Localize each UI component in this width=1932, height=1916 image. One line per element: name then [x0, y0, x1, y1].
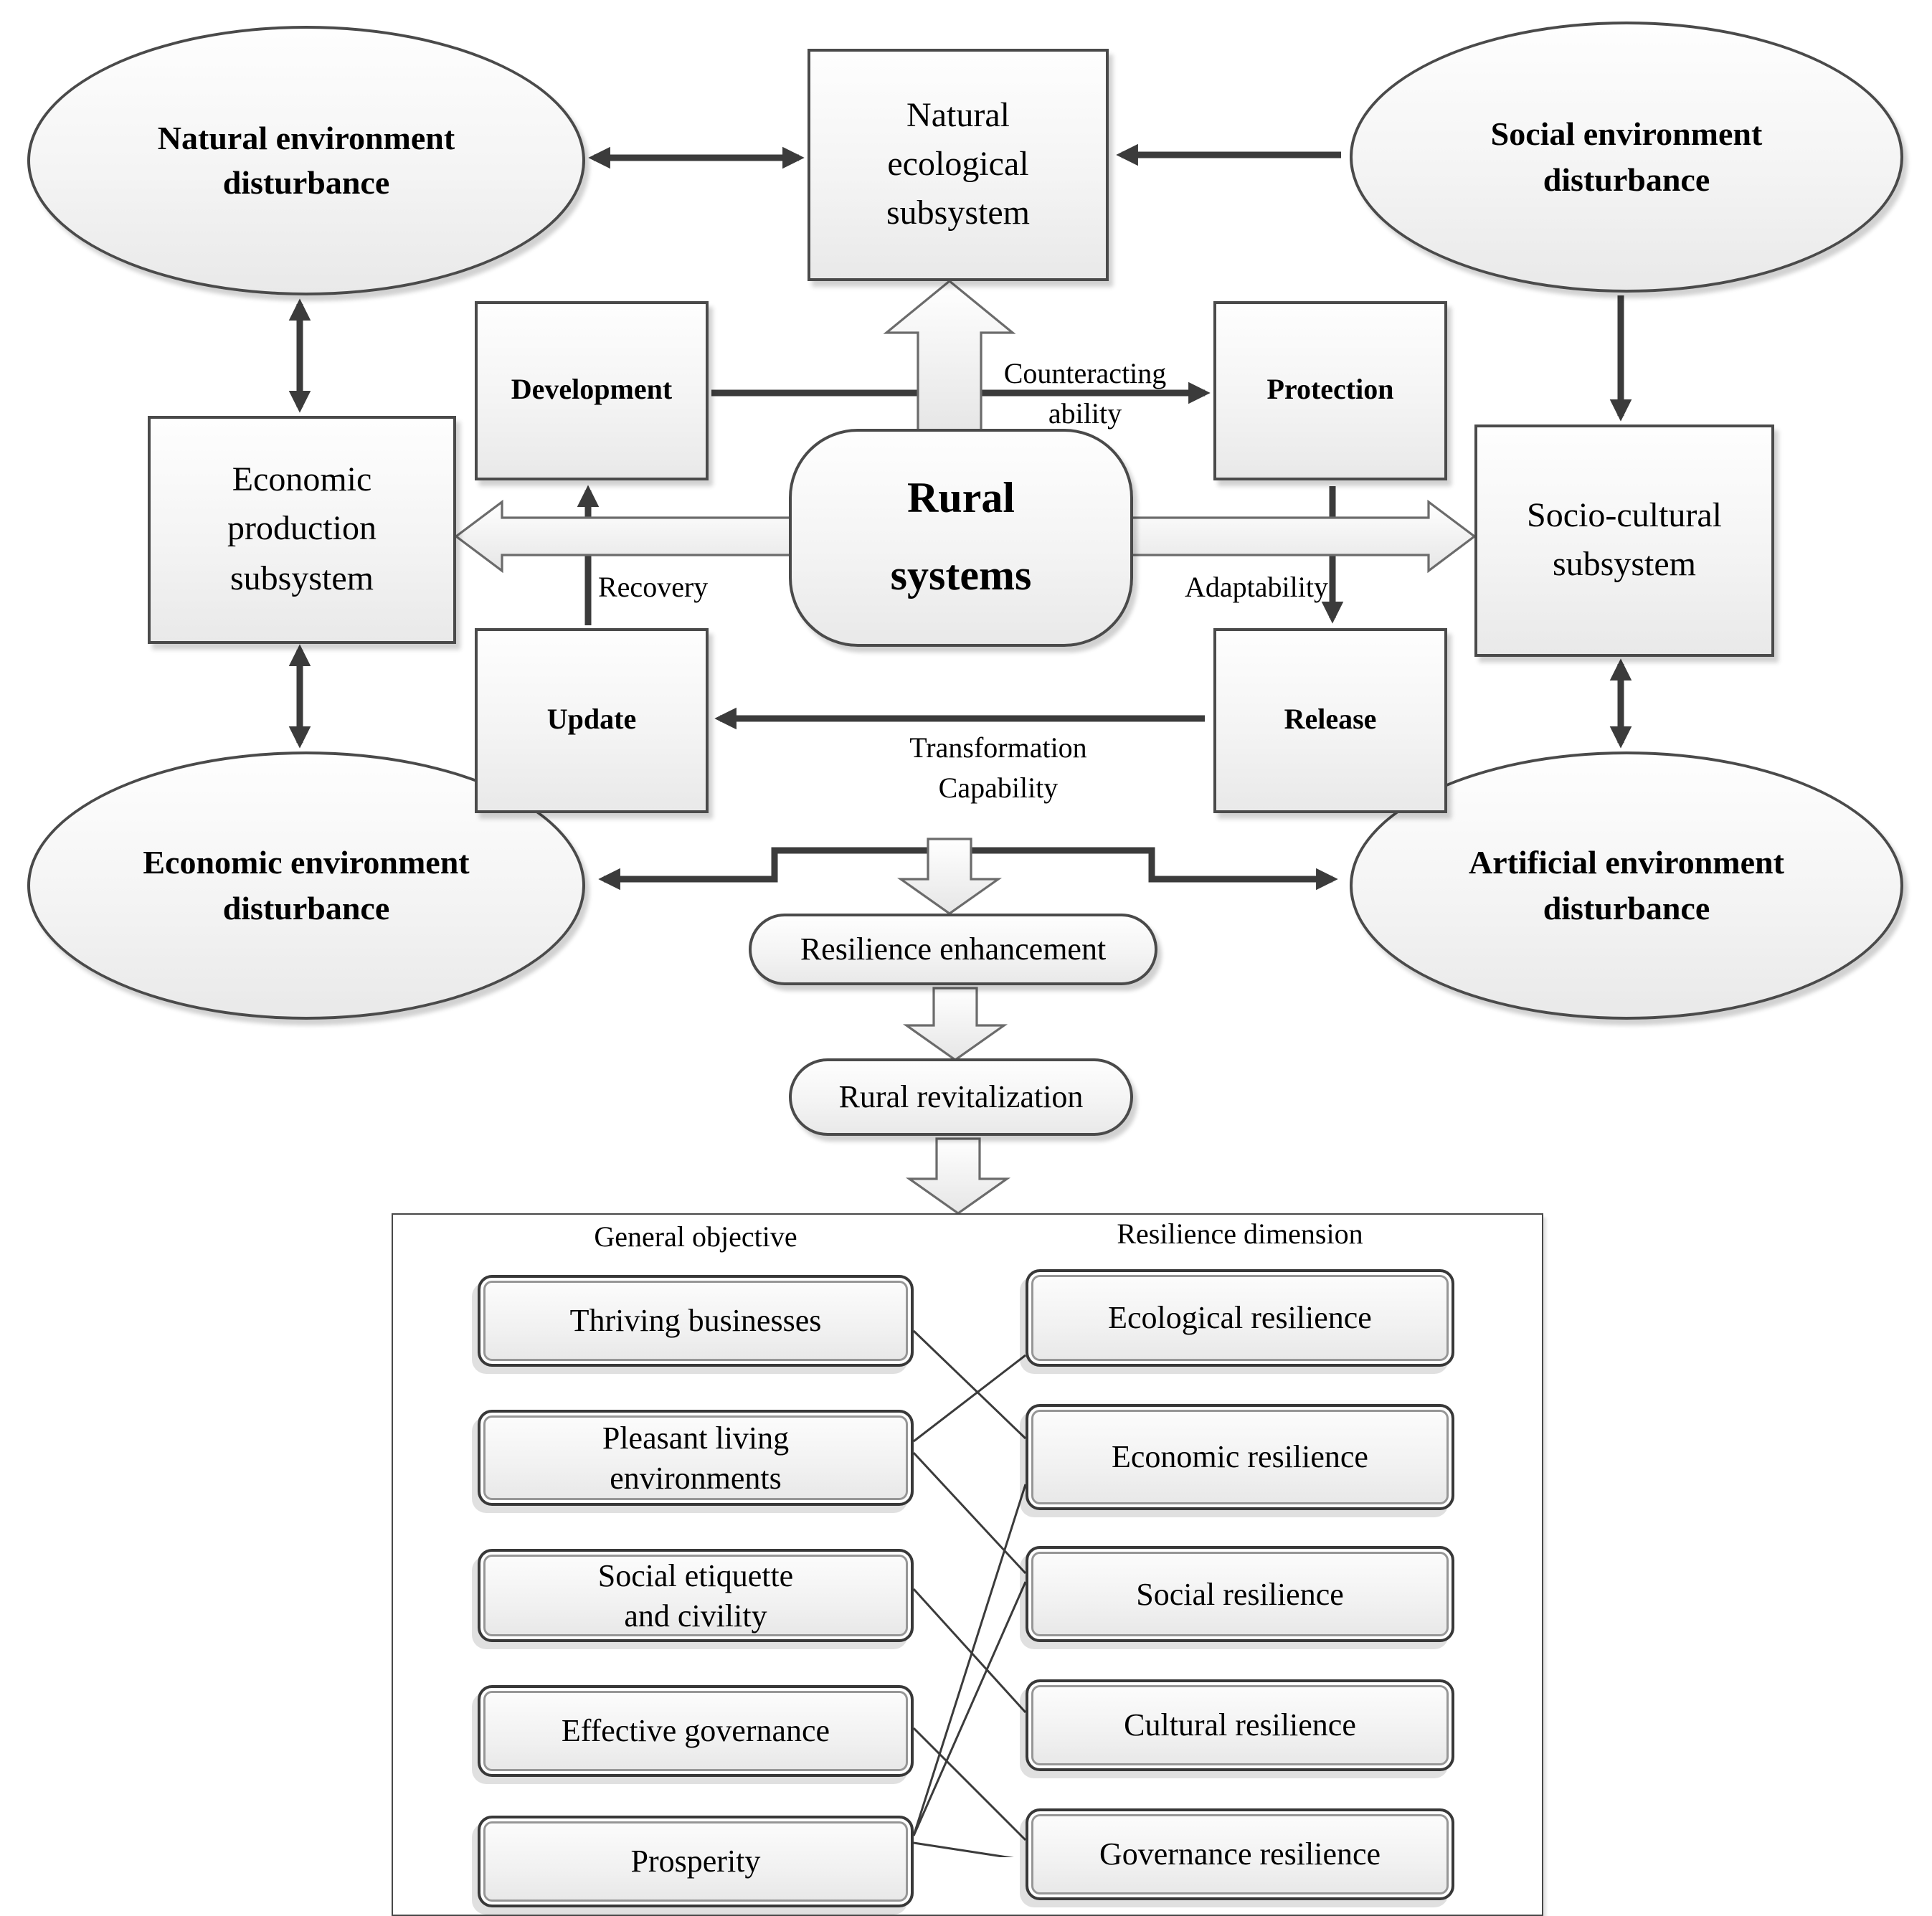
hollow-arrow-down-to-panel — [909, 1139, 1007, 1213]
dimension-box-governance-resilience — [1026, 1808, 1454, 1900]
panel-header-resilience-dimension: Resilience dimension — [1117, 1219, 1363, 1251]
box-resilience-enhancement-label: Resilience enhancement — [800, 931, 1107, 967]
box-update — [475, 628, 709, 813]
box-natural-ecological-subsystem — [808, 49, 1109, 281]
objective-social-etiquette-and-civility-label: Social etiquette and civility — [597, 1557, 794, 1633]
box-economic-production-subsystem-label: Economic production subsystem — [227, 462, 377, 598]
objective-effective-governance-label: Effective governance — [561, 1712, 830, 1749]
objective-box-pleasant-living-environments — [478, 1410, 914, 1506]
objective-box-prosperity — [478, 1816, 914, 1907]
box-development — [475, 301, 709, 480]
box-protection-label: Protection — [1266, 374, 1394, 406]
box-release-label: Release — [1284, 704, 1377, 736]
dimension-ecological-resilience-label: Ecological resilience — [1108, 1299, 1372, 1336]
dimension-box-economic-resilience — [1026, 1404, 1454, 1510]
dimension-box-ecological-resilience — [1026, 1269, 1454, 1367]
dimension-social-resilience-label: Social resilience — [1136, 1575, 1344, 1612]
objective-prosperity-label: Prosperity — [630, 1843, 761, 1879]
hollow-arrow-left-rural-to-economic-production — [456, 502, 792, 571]
box-development-label: Development — [511, 374, 673, 406]
objective-pleasant-living-environments-label: Pleasant living environments — [602, 1420, 790, 1495]
dimension-box-cultural-resilience — [1026, 1679, 1454, 1771]
box-update-label: Update — [546, 704, 637, 736]
label-transformation-capability: Transformation Capability — [909, 733, 1087, 805]
box-rural-systems — [789, 429, 1133, 647]
dimension-governance-resilience-label: Governance resilience — [1099, 1836, 1381, 1872]
dimension-economic-resilience-label: Economic resilience — [1112, 1438, 1368, 1475]
hollow-arrow-right-rural-to-socio-cultural — [1130, 502, 1474, 571]
ellipse-natural-environment-disturbance — [27, 26, 585, 295]
panel-header-general-objective: General objective — [594, 1222, 797, 1253]
dimension-box-social-resilience — [1026, 1546, 1454, 1642]
objective-thriving-businesses-label: Thriving businesses — [569, 1302, 822, 1339]
box-rural-systems-label: Rural systems — [890, 475, 1032, 599]
ellipse-artificial-environment-disturbance-label: Artificial environment disturbance — [1469, 845, 1784, 926]
box-protection — [1213, 301, 1447, 480]
ellipse-economic-environment-disturbance-label: Economic environment disturbance — [143, 845, 470, 926]
box-natural-ecological-subsystem-label: Natural ecological subsystem — [886, 97, 1030, 233]
label-adaptability: Adaptability — [1185, 572, 1328, 604]
ellipse-social-environment-disturbance-label: Social environment disturbance — [1490, 116, 1763, 197]
box-release — [1213, 628, 1447, 813]
ellipse-natural-environment-disturbance-label: Natural environment disturbance — [157, 120, 455, 201]
box-socio-cultural-subsystem — [1474, 425, 1774, 657]
box-economic-production-subsystem — [148, 416, 456, 644]
objective-box-effective-governance — [478, 1685, 914, 1777]
box-rural-revitalization — [789, 1058, 1133, 1136]
label-counteracting-ability: Counteracting ability — [1003, 359, 1167, 430]
objective-box-social-etiquette-and-civility — [478, 1549, 914, 1642]
label-recovery: Recovery — [598, 572, 709, 604]
box-socio-cultural-subsystem-label: Socio-cultural subsystem — [1527, 497, 1722, 584]
box-rural-revitalization-label: Rural revitalization — [838, 1078, 1084, 1114]
box-resilience-enhancement — [749, 914, 1157, 985]
objective-box-thriving-businesses — [478, 1275, 914, 1367]
dimension-cultural-resilience-label: Cultural resilience — [1124, 1707, 1356, 1743]
ellipse-social-environment-disturbance — [1350, 22, 1903, 293]
hollow-arrow-down-to-rural-revitalization — [906, 988, 1004, 1060]
